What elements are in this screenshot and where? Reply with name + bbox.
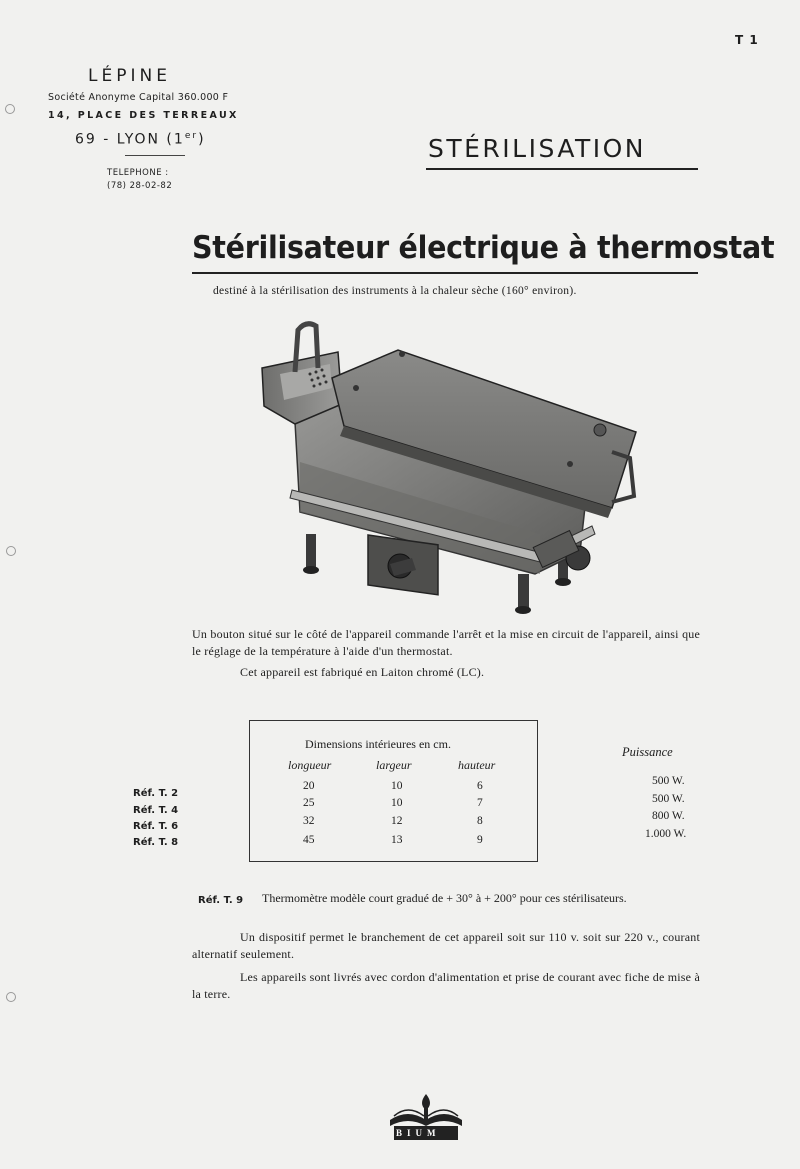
- bium-logo-text: BIUM: [396, 1128, 441, 1138]
- column-header-length: longueur: [288, 758, 332, 772]
- column-header-width: largeur: [376, 758, 412, 772]
- cord-paragraph: Les appareils sont livrés avec cordon d'alimentation et prise de courant avec fiche de mise à la terre.: [192, 970, 700, 1001]
- table-cell-width: 10: [391, 797, 403, 809]
- sterilizer-illustration: [240, 312, 660, 622]
- table-cell-height: 9: [477, 834, 483, 846]
- punch-hole: [6, 992, 16, 1002]
- column-header-height: hauteur: [458, 758, 496, 772]
- table-cell-width: 10: [391, 780, 403, 792]
- voltage-paragraph: Un dispositif permet le branchement de cet appareil soit sur 110 v. soit sur 220 v., courant alternatif seulement.: [192, 930, 700, 961]
- thermometer-description: Thermomètre modèle court gradué de + 30° à + 200° pour ces stérilisateurs.: [262, 891, 627, 905]
- table-cell-width: 12: [391, 815, 403, 827]
- table-cell-length: 25: [303, 797, 315, 809]
- table-cell-length: 20: [303, 780, 315, 792]
- table-cell-height: 7: [477, 797, 483, 809]
- punch-hole: [6, 546, 16, 556]
- page-title: Stérilisateur électrique à thermostat: [192, 230, 775, 266]
- table-cell-height: 6: [477, 780, 483, 792]
- table-row-ref: Réf. T. 8: [133, 837, 179, 848]
- table-row-ref: Réf. T. 6: [133, 821, 179, 832]
- phone-number: (78) 28-02-82: [107, 181, 173, 191]
- table-cell-length: 45: [303, 834, 315, 846]
- column-header-power: Puissance: [622, 745, 673, 759]
- company-capital: Société Anonyme Capital 360.000 F: [48, 92, 229, 103]
- material-paragraph: Cet appareil est fabriqué en Laiton chromé (LC).: [240, 665, 485, 679]
- subtitle: destiné à la stérilisation des instruments à la chaleur sèche (160° environ).: [213, 285, 577, 297]
- table-cell-power: 1.000 W.: [645, 828, 687, 840]
- table-cell-height: 8: [477, 815, 483, 827]
- company-city: 69 - LYON (1er): [75, 131, 206, 148]
- table-cell-power: 500 W.: [652, 793, 685, 805]
- section-title: STÉRILISATION: [428, 134, 646, 163]
- city-underline: [125, 155, 185, 156]
- section-underline: [426, 168, 698, 170]
- description-paragraph: Un bouton situé sur le côté de l'appareil commande l'arrêt et la mise en circuit de l'appareil, ainsi que le réglage de la température à l'aide d'un thermostat.: [192, 627, 700, 658]
- table-cell-length: 32: [303, 815, 315, 827]
- table-cell-power: 500 W.: [652, 775, 685, 787]
- company-name: LÉPINE: [88, 66, 171, 86]
- phone-label: TELEPHONE :: [107, 168, 169, 178]
- table-cell-power: 800 W.: [652, 810, 685, 822]
- table-row-ref: Réf. T. 2: [133, 788, 179, 799]
- dimensions-heading: Dimensions intérieures en cm.: [305, 737, 451, 751]
- page-code: T 1: [735, 33, 759, 47]
- table-cell-width: 13: [391, 834, 403, 846]
- thermometer-ref: Réf. T. 9: [198, 895, 244, 906]
- company-street: 14, PLACE DES TERREAUX: [48, 110, 239, 121]
- title-underline: [192, 272, 698, 274]
- punch-hole: [5, 104, 15, 114]
- table-row-ref: Réf. T. 4: [133, 805, 179, 816]
